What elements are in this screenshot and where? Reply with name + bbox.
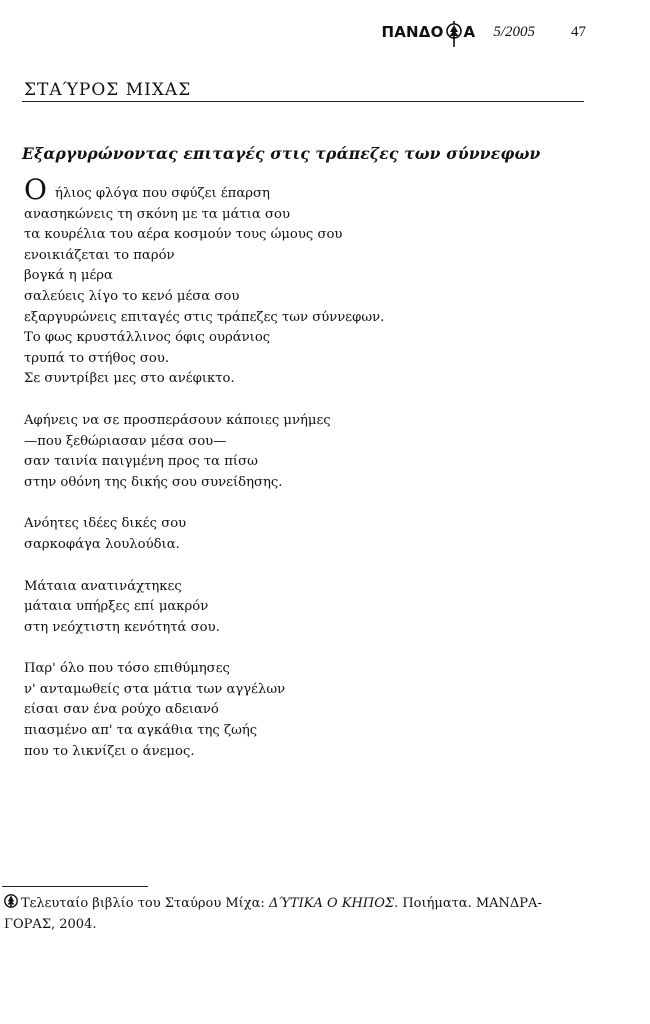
verse-line [24,173,384,206]
verse-line: Παρ' όλο που τόσο επιθύμησες [24,661,230,677]
verse-line: τα κουρέλια του αέρα κοσμούν τους ώμους σου [24,227,343,243]
verse-line: σαλεύεις λίγο το κενό μέσα σου [24,288,240,304]
verse-line: ν' ανταμωθείς στα μάτια των αγγέλων [24,681,286,697]
verse-line: εξαργυρώνεις επιταγές στις τράπεζες των σύννεφων. [24,309,385,325]
verse-line: —που ξεθώριασαν μέσα σου— [24,433,227,449]
verse-line: ενοικιάζεται το παρόν [24,247,175,263]
journal-name-left: ΠΑΝΔΟ [381,23,444,41]
poem-body [24,173,385,783]
verse-line: Μάταια ανατινάχτηκες [24,578,182,594]
journal-name [381,19,475,45]
verse-line: που το λικνίζει ο άνεμος. [24,743,195,759]
running-header [381,19,586,45]
verse-line: ανασηκώνεις τη σκόνη με τα μάτια σου [24,206,290,222]
stanza [24,514,384,555]
verse-line: σαν ταινία παιγμένη προς τα πίσω [24,454,258,470]
footnote-prefix: Τελευταίο βιβλίο του Σταύρου Μίχα: [21,896,269,911]
pandora-tree-logo-icon [445,21,463,47]
stanza [24,659,384,762]
verse-line: Το φως κρυστάλλινος όφις ουράνιος [24,330,271,346]
poem-title: Εξαργυρώνοντας επιταγές στις τράπεζες των σύννεφων [22,144,541,163]
footnote-suffix: Ποιήματα. ΜΑΝΔΡΑ-ΓΟΡΑΣ, 2004. [4,896,542,932]
verse-line: σαρκοφάγα λουλούδια. [24,536,180,552]
verse-line: βογκά η μέρα [24,268,113,284]
verse-line: πιασμένο απ' τα αγκάθια της ζωής [24,723,258,739]
verse-line: Αφήνεις να σε προσπεράσουν κάποιες μνήμες [24,412,331,428]
author-divider [22,101,584,102]
pandora-tree-logo-icon [4,893,18,909]
author-name: ΣΤΑΎΡΟΣ ΜΙΧΑΣ [24,80,192,100]
issue-number: 5/2005 [493,23,535,40]
drop-cap: Ο [24,173,47,206]
footnote-divider [2,886,148,887]
verse-text: ήλιος φλόγα που σφύζει έπαρση [54,186,270,201]
verse-line: μάταια υπήρξες επί μακρόν [24,599,209,615]
verse-line: στη νεόχτιστη κενότητά σου. [24,619,220,635]
footnote-book-title: ΔΎΤΙΚΑ Ο ΚΗΠΟΣ. [268,896,399,911]
stanza [24,173,385,390]
page-number: 47 [571,23,586,40]
journal-name-right: Α [463,23,476,41]
footnote [4,893,586,935]
verse-line: είσαι σαν ένα ρούχο αδειανό [24,702,219,718]
stanza [24,411,384,493]
verse-line: Σε συντρίβει μες στο ανέφικτο. [24,371,235,387]
verse-line: στην οθόνη της δικής σου συνείδησης. [24,474,283,490]
verse-line: τρυπά το στήθος σου. [24,350,170,366]
verse-line: Ανόητες ιδέες δικές σου [24,516,187,532]
stanza [24,577,384,639]
